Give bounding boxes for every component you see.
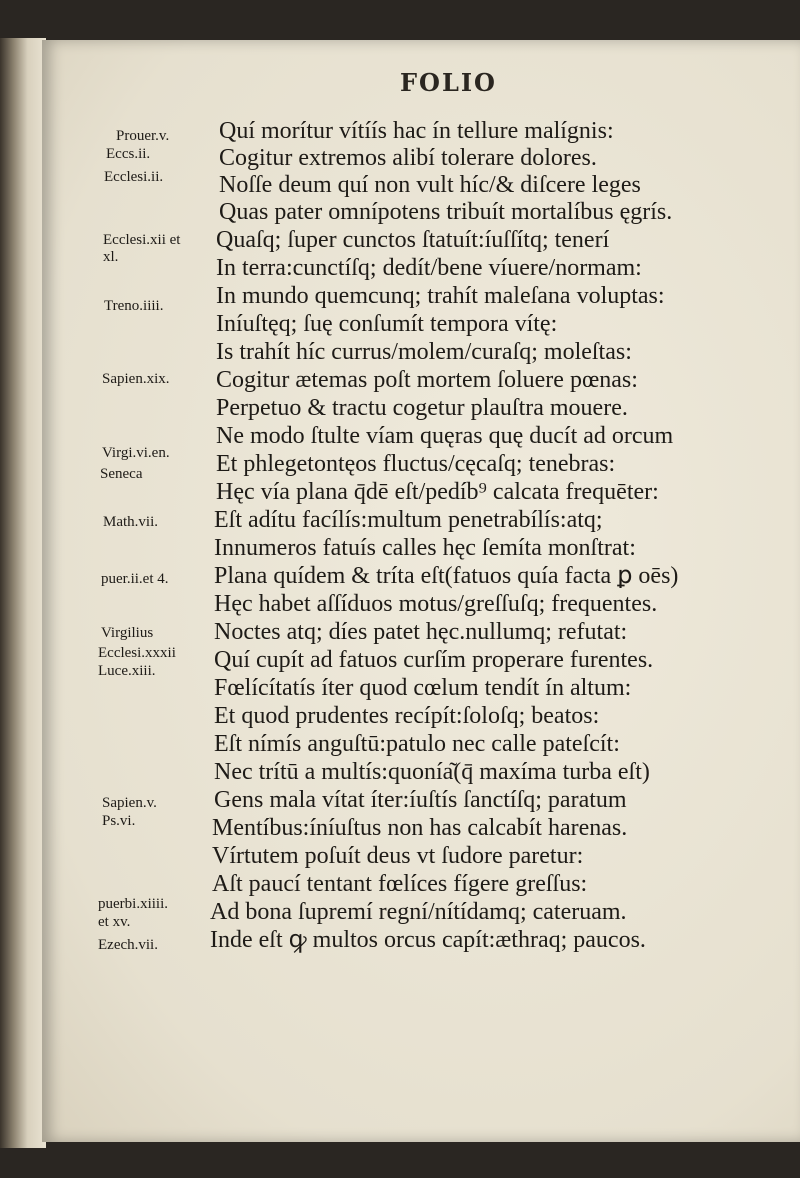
margin-note: Virgi.vi.en.	[102, 445, 170, 461]
margin-note: Virgilius	[101, 625, 154, 641]
margin-note: Seneca	[100, 466, 143, 482]
margin-note: Sapien.v.	[102, 795, 157, 811]
page-edges	[0, 38, 46, 1148]
margin-note: Ps.vi.	[102, 813, 136, 829]
verse-line: Mentíbus:íníuſtus non has calcabít harenas.	[212, 815, 628, 841]
verse-line: Vírtutem poſuít deus vt ſudore paretur:	[212, 843, 584, 869]
verse-line: Quí morítur vítíís hac ín tellure malígnis:	[219, 118, 614, 144]
verse-line: Quí cupít ad fatuos curſím properare furentes.	[214, 647, 654, 673]
margin-note: Ecclesi.xii et	[103, 232, 181, 248]
margin-note: xl.	[103, 249, 119, 265]
verse-line: Et phlegetontęos fluctus/cęcaſq; tenebras:	[216, 451, 616, 477]
verse-line: Gens mala vítat íter:íuſtís ſanctíſq; paratum	[214, 787, 627, 813]
margin-note: et xv.	[98, 914, 131, 930]
verse-line: Hęc habet aſſíduos motus/greſſuſq; frequentes.	[214, 591, 658, 617]
margin-note: Prouer.v.	[116, 128, 170, 144]
verse-line: Innumeros fatuís calles hęc ſemíta monſtrat:	[214, 535, 636, 561]
verse-line: Is trahít híc currus/molem/curaſq; moleſtas:	[216, 339, 632, 365]
verse-line: Quaſq; ſuper cunctos ſtatuít:íuſſítq; tenerí	[216, 227, 610, 253]
verse-line: Inde eſt ꝙ multos orcus capít:æthraq; paucos.	[210, 927, 646, 953]
margin-note: Treno.iiii.	[104, 298, 164, 314]
verse-line: Cogitur ætemas poſt mortem ſoluere pœnas:	[216, 367, 638, 393]
verse-line: Iníuſtęq; ſuę conſumít tempora vítę:	[216, 311, 558, 337]
margin-note: Sapien.xix.	[102, 371, 170, 387]
margin-note: Ecclesi.xxxii	[98, 645, 176, 661]
verse-line: Noctes atq; díes patet hęc.nullumq; refutat:	[214, 619, 628, 645]
folio-header: FOLIO	[400, 68, 497, 97]
verse-line: In mundo quemcunq; trahít maleſana voluptas:	[216, 283, 665, 309]
margin-note: Eccs.ii.	[106, 146, 151, 162]
verse-line: Aſt paucí tentant fœlíces fígere greſſus:	[212, 871, 588, 897]
verse-line: Quas pater omnípotens tribuít mortalíbus ęgrís.	[219, 199, 673, 225]
verse-line: Hęc vía plana q̄dē eſt/pedíb⁹ calcata frequēter:	[216, 479, 659, 505]
verse-line: Eſt nímís anguſtū:patulo nec calle pateſcít:	[214, 731, 620, 757]
margin-note: Luce.xiii.	[98, 663, 156, 679]
margin-note: Ecclesi.ii.	[104, 169, 164, 185]
margin-note: Ezech.vii.	[98, 937, 158, 953]
verse-line: Perpetuo & tractu cogetur plauſtra mouere.	[216, 395, 628, 421]
verse-line: Cogitur extremos alibí tolerare dolores.	[219, 145, 597, 171]
verse-line: Nec trítū a multís:quonía͂(q̄ maxíma turba eſt)	[214, 759, 650, 785]
verse-line: Ne modo ſtulte víam quęras quę ducít ad orcum	[216, 423, 674, 449]
verse-line: Fœlícítatís íter quod cœlum tendít ín altum:	[214, 675, 632, 701]
margin-note: puerbi.xiiii.	[98, 896, 168, 912]
verse-line: Plana quídem & tríta eſt(fatuos quía facta ꝑ oēs)	[214, 563, 679, 589]
verse-line: In terra:cunctíſq; dedít/bene víuere/normam:	[216, 255, 642, 281]
verse-line: Eſt adítu facílís:multum penetrabílís:atq;	[214, 507, 603, 533]
verse-line: Ad bona ſupremí regní/nítídamq; cateruam.	[210, 899, 627, 925]
margin-note: Math.vii.	[103, 514, 158, 530]
verse-line: Noſſe deum quí non vult híc/& diſcere leges	[219, 172, 641, 198]
margin-note: puer.ii.et 4.	[101, 571, 169, 587]
verse-line: Et quod prudentes recípít:ſoloſq; beatos:	[214, 703, 600, 729]
